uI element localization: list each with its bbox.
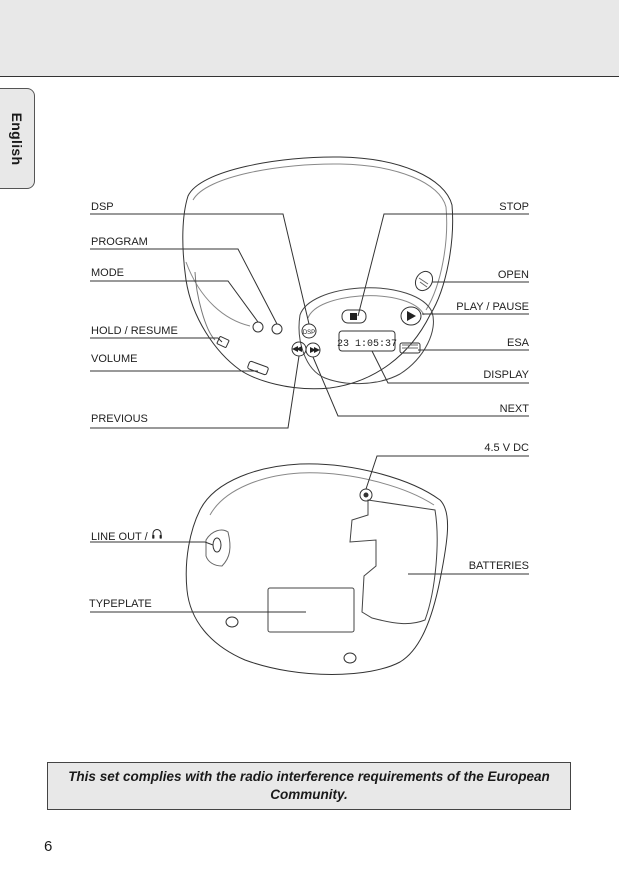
compliance-notice xyxy=(47,762,571,810)
lcd-readout: 23 1:05:37 xyxy=(336,339,398,350)
foot-right xyxy=(344,653,356,663)
program-button xyxy=(272,324,282,334)
leader-hold xyxy=(90,338,222,342)
typeplate xyxy=(268,588,354,632)
label-mode: MODE xyxy=(91,267,124,279)
volume-wheel xyxy=(247,361,269,375)
dsp-button-label: DSP xyxy=(302,330,316,336)
headphone-icon xyxy=(151,528,163,540)
player-side-edge xyxy=(195,272,215,340)
label-line-out xyxy=(91,528,163,543)
label-esa: ESA xyxy=(506,337,529,349)
player-lid-outline xyxy=(183,157,453,389)
label-dc-input: 4.5 V DC xyxy=(484,442,529,454)
label-stop: STOP xyxy=(499,201,529,213)
battery-compartment xyxy=(350,500,437,624)
foot-left xyxy=(226,617,238,627)
language-tab-label: English xyxy=(9,112,25,165)
player-lid-edge xyxy=(186,262,250,326)
stop-icon xyxy=(350,313,357,320)
mode-button xyxy=(253,322,263,332)
label-hold-resume: HOLD / RESUME xyxy=(91,325,178,337)
label-display: DISPLAY xyxy=(483,369,529,381)
label-batteries: BATTERIES xyxy=(468,560,529,572)
label-program: PROGRAM xyxy=(91,236,148,248)
label-volume: VOLUME xyxy=(91,353,138,365)
label-next: NEXT xyxy=(499,403,529,415)
play-icon xyxy=(407,311,416,321)
leader-mode xyxy=(90,281,258,322)
player-bottom-inner xyxy=(210,473,434,515)
compliance-notice-text: This set complies with the radio interference requirements of the European Community. xyxy=(68,769,550,802)
label-previous: PREVIOUS xyxy=(91,413,148,425)
line-out-jack xyxy=(213,538,221,552)
label-open: OPEN xyxy=(497,269,529,281)
leader-next xyxy=(313,357,529,416)
line-out-recess xyxy=(206,530,230,566)
label-dsp: DSP xyxy=(91,201,114,213)
page-number: 6 xyxy=(44,838,53,855)
control-panel xyxy=(299,288,433,384)
label-line-out-text: LINE OUT / xyxy=(91,531,151,543)
label-play-pause: PLAY / PAUSE xyxy=(456,301,529,313)
player-bottom-outline xyxy=(186,464,447,675)
leader-dc xyxy=(366,456,529,489)
label-typeplate: TYPEPLATE xyxy=(89,598,152,610)
player-lid-inner xyxy=(193,164,447,310)
